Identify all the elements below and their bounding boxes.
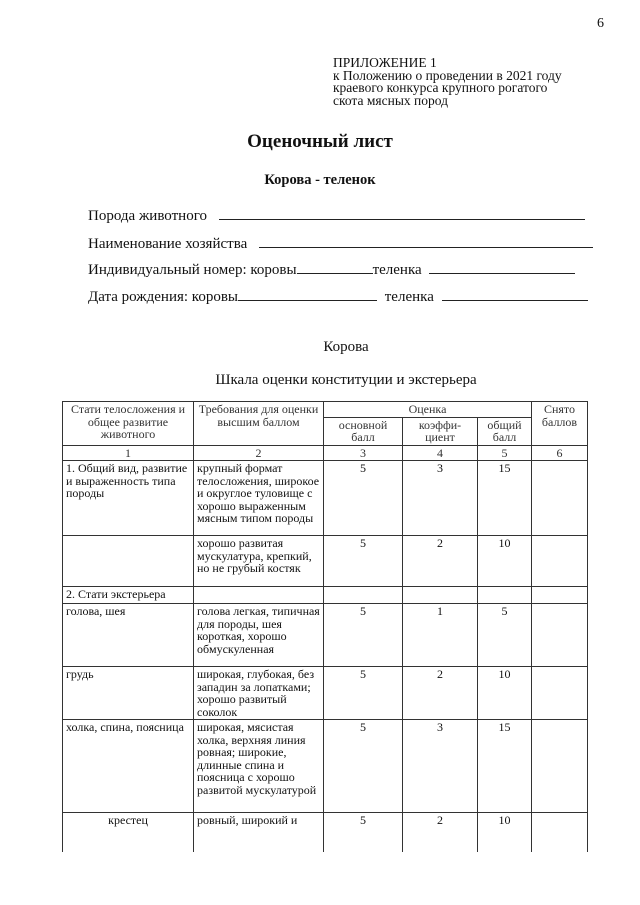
table-row xyxy=(63,587,588,604)
stat-cell: холка, спина, поясница xyxy=(63,720,194,813)
appendix-line: к Положению о проведении в 2021 году xyxy=(333,67,562,83)
birth-date-label: Дата рождения: коровы xyxy=(88,289,238,305)
removed-cell xyxy=(532,720,588,813)
removed-cell xyxy=(532,536,588,587)
total-score-cell: 15 xyxy=(478,720,532,813)
column-number: 3 xyxy=(324,445,403,461)
requirement-cell: широкая, мясистая холка, верхняя линия ровная; широкие, длинные спина и поясница с хорошо развитой мускулатурой xyxy=(194,720,324,813)
table-header-row xyxy=(63,402,588,418)
cow-birth-blank-line xyxy=(238,286,377,301)
breed-blank-line xyxy=(219,205,585,220)
coefficient-cell: 2 xyxy=(403,667,478,720)
page-bottom-cutoff xyxy=(0,852,640,905)
calf-birth-blank-line xyxy=(442,286,588,301)
stat-cell: 2. Стати экстерьера xyxy=(63,587,194,604)
total-score-cell: 10 xyxy=(478,667,532,720)
header-score-group: Оценка xyxy=(324,402,532,418)
header-requirements: Требования для оценки высшим баллом xyxy=(194,402,324,446)
coefficient-cell xyxy=(403,587,478,604)
farm-field xyxy=(88,233,593,253)
header-coefficient: коэффи-циент xyxy=(403,417,478,445)
stat-cell: голова, шея xyxy=(63,604,194,667)
document-title: Оценочный лист xyxy=(247,131,393,152)
requirement-cell: голова легкая, типичная для породы, шея короткая, хорошо обмускуленная xyxy=(194,604,324,667)
coefficient-cell: 3 xyxy=(403,461,478,536)
stat-cell: грудь xyxy=(63,667,194,720)
removed-cell xyxy=(532,667,588,720)
coefficient-cell: 1 xyxy=(403,604,478,667)
header-total-score: общий балл xyxy=(478,417,532,445)
stat-cell: 1. Общий вид, развитие и выраженность типа породы xyxy=(63,461,194,536)
requirement-cell xyxy=(194,587,324,604)
removed-cell xyxy=(532,604,588,667)
calf-id-blank-line xyxy=(429,259,575,274)
coefficient-cell: 2 xyxy=(403,813,478,853)
total-score-cell: 15 xyxy=(478,461,532,536)
total-score-cell: 10 xyxy=(478,536,532,587)
header-stat: Стати телосложения и общее развитие животного xyxy=(63,402,194,446)
total-score-cell: 5 xyxy=(478,604,532,667)
farm-label: Наименование хозяйства xyxy=(88,236,248,252)
header-removed: Снято баллов xyxy=(532,402,588,446)
page-number: 6 xyxy=(597,16,604,31)
section-label: Корова xyxy=(323,339,369,355)
removed-cell xyxy=(532,587,588,604)
requirement-cell: хорошо развитая мускулатура, крепкий, но не грубый костяк xyxy=(194,536,324,587)
calf-birth-label: теленка xyxy=(384,289,434,305)
farm-blank-line xyxy=(259,233,593,248)
table-row xyxy=(63,461,588,536)
appendix-line: скота мясных пород xyxy=(333,92,448,108)
table-row xyxy=(63,536,588,587)
total-score-cell xyxy=(478,587,532,604)
base-score-cell xyxy=(324,587,403,604)
scale-title: Шкала оценки конституции и экстерьера xyxy=(215,372,477,388)
coefficient-cell: 3 xyxy=(403,720,478,813)
column-number: 6 xyxy=(532,445,588,461)
base-score-cell: 5 xyxy=(324,667,403,720)
stat-cell xyxy=(63,536,194,587)
column-number: 1 xyxy=(63,445,194,461)
base-score-cell: 5 xyxy=(324,461,403,536)
total-score-cell: 10 xyxy=(478,813,532,853)
calf-id-label: теленка xyxy=(372,262,422,278)
evaluation-table xyxy=(62,401,588,853)
column-number: 2 xyxy=(194,445,324,461)
table-row xyxy=(63,813,588,853)
breed-field xyxy=(88,205,585,225)
stat-cell: крестец xyxy=(63,813,194,853)
requirement-cell: ровный, широкий и xyxy=(194,813,324,853)
header-base-score: основной балл xyxy=(324,417,403,445)
column-number: 5 xyxy=(478,445,532,461)
base-score-cell: 5 xyxy=(324,720,403,813)
table-row xyxy=(63,720,588,813)
column-number-row xyxy=(63,445,588,461)
base-score-cell: 5 xyxy=(324,813,403,853)
appendix-block xyxy=(333,57,562,107)
column-number: 4 xyxy=(403,445,478,461)
document-subtitle: Корова - теленок xyxy=(264,172,376,188)
base-score-cell: 5 xyxy=(324,536,403,587)
breed-label: Порода животного xyxy=(88,208,207,224)
coefficient-cell: 2 xyxy=(403,536,478,587)
removed-cell xyxy=(532,461,588,536)
table-row xyxy=(63,604,588,667)
appendix-line: ПРИЛОЖЕНИЕ 1 xyxy=(333,55,437,70)
id-number-field xyxy=(88,259,575,279)
cow-id-blank-line xyxy=(297,259,373,274)
removed-cell xyxy=(532,813,588,853)
table-row xyxy=(63,667,588,720)
base-score-cell: 5 xyxy=(324,604,403,667)
id-number-label: Индивидуальный номер: коровы xyxy=(88,262,297,278)
requirement-cell: широкая, глубокая, без западин за лопатками; хорошо развитый соколок xyxy=(194,667,324,720)
requirement-cell: крупный формат телосложения, широкое и округлое туловище с хорошо выраженным мясным типом породы xyxy=(194,461,324,536)
birth-date-field xyxy=(88,286,588,306)
appendix-line: краевого конкурса крупного рогатого xyxy=(333,80,548,95)
